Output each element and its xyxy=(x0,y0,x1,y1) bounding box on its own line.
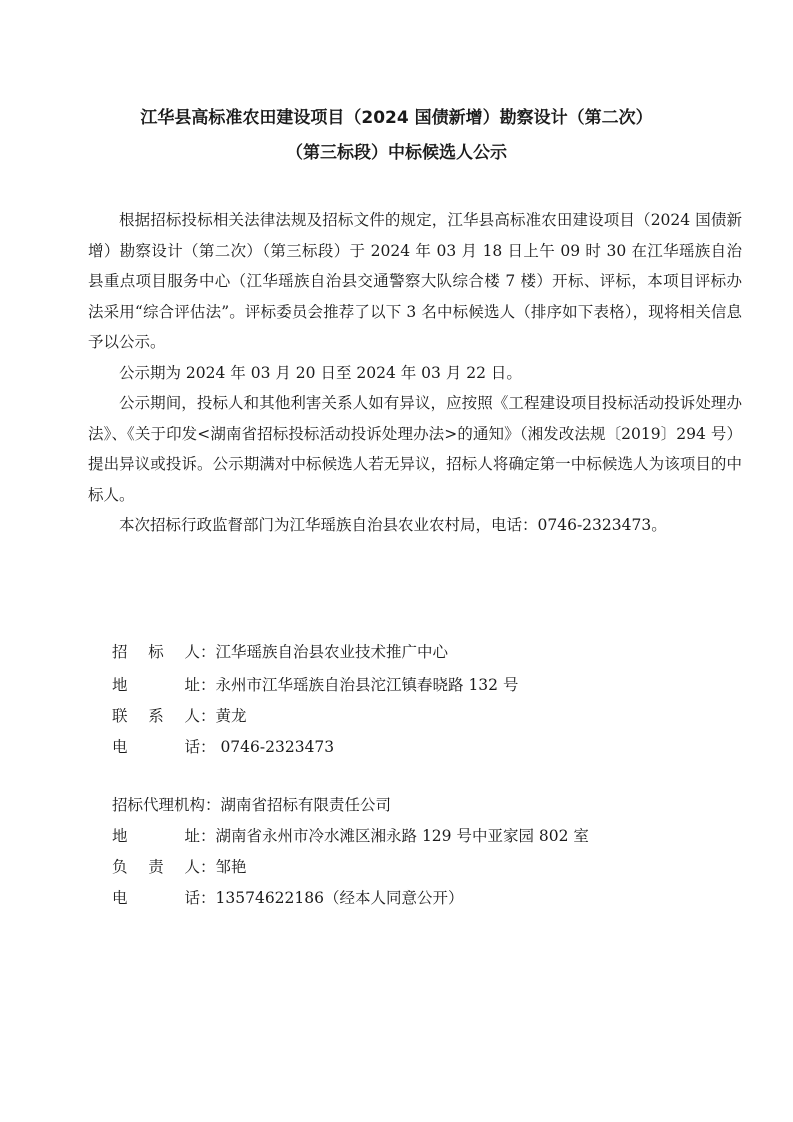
tenderer-contact-value: 黄龙 xyxy=(215,707,247,725)
paragraph-supervision-department: 本次招标行政监督部门为江华瑶族自治县农业农村局，电话：0746-2323473。 xyxy=(119,516,667,534)
agency-phone-row xyxy=(112,888,464,908)
tenderer-address-value: 永州市江华瑶族自治县沱江镇春晓路 132 号 xyxy=(215,676,519,694)
agency-name-row xyxy=(112,795,391,815)
separator: ： xyxy=(200,827,216,845)
separator: ： xyxy=(200,643,216,661)
agency-address-label: 地 址 xyxy=(112,827,200,845)
page-subtitle: （第三标段）中标候选人公示 xyxy=(286,143,507,163)
agency-name-label: 招标代理机构 xyxy=(112,796,206,814)
page-title: 江华县高标准农田建设项目（2024 国债新增）勘察设计（第二次） xyxy=(140,108,653,128)
agency-contact-value: 邹艳 xyxy=(215,858,247,876)
separator: ： xyxy=(200,738,216,756)
tenderer-name-value: 江华瑶族自治县农业技术推广中心 xyxy=(215,643,449,661)
agency-contact-row xyxy=(112,857,247,877)
tenderer-phone-label: 电 话 xyxy=(112,738,200,756)
separator: ： xyxy=(200,676,216,694)
tenderer-contact-label: 联 系 人 xyxy=(112,707,200,725)
separator: ： xyxy=(205,796,221,814)
paragraph-publicity-period: 公示期为 2024 年 03 月 20 日至 2024 年 03 月 22 日。 xyxy=(119,363,522,382)
tenderer-phone-row xyxy=(112,737,334,757)
paragraph-objection-procedure: 公示期间，投标人和其他利害关系人如有异议，应按照《工程建设项目投标活动投诉处理办法》、《关于印发<湖南省招标投标活动投诉处理办法>的通知》（湘发改法规〔2019〕294 号）提出异议或投诉。公示期满对中标候选人若无异议，招标人将确定第一中标候选人为该项目的中标人。 xyxy=(88,394,742,504)
agency-phone-label: 电 话 xyxy=(112,889,200,907)
separator: ： xyxy=(200,707,216,725)
agency-phone-value: 13574622186（经本人同意公开） xyxy=(215,889,464,907)
tenderer-name-row xyxy=(112,642,448,662)
agency-name-value: 湖南省招标有限责任公司 xyxy=(220,796,392,814)
tenderer-phone-value: 0746-2323473 xyxy=(215,738,335,756)
paragraph-tender-info: 根据招标投标相关法律法规及招标文件的规定，江华县高标准农田建设项目（2024 国债新增）勘察设计（第二次）（第三标段）于 2024 年 03 月 18 日上午 09 时 30 在江华瑶族自治县重点项目服务中心（江华瑶族自治县交通警察大队综合楼 7 楼）开标、评标，本项目评标办法采用“综合评估法”。评标委员会推荐了以下 3 名中标候选人（排序如下表格），现将相关信息予以公示。 xyxy=(88,211,742,351)
tenderer-contact-row xyxy=(112,706,247,726)
notice-body xyxy=(88,205,742,541)
tenderer-address-label: 地 址 xyxy=(112,676,200,694)
agency-address-row xyxy=(112,826,589,846)
agency-address-value: 湖南省永州市冷水滩区湘永路 129 号中亚家园 802 室 xyxy=(215,827,589,845)
separator: ： xyxy=(200,858,216,876)
tenderer-name-label: 招 标 人 xyxy=(112,643,200,661)
tenderer-address-row xyxy=(112,675,518,695)
separator: ： xyxy=(200,889,216,907)
agency-contact-label: 负 责 人 xyxy=(112,858,200,876)
